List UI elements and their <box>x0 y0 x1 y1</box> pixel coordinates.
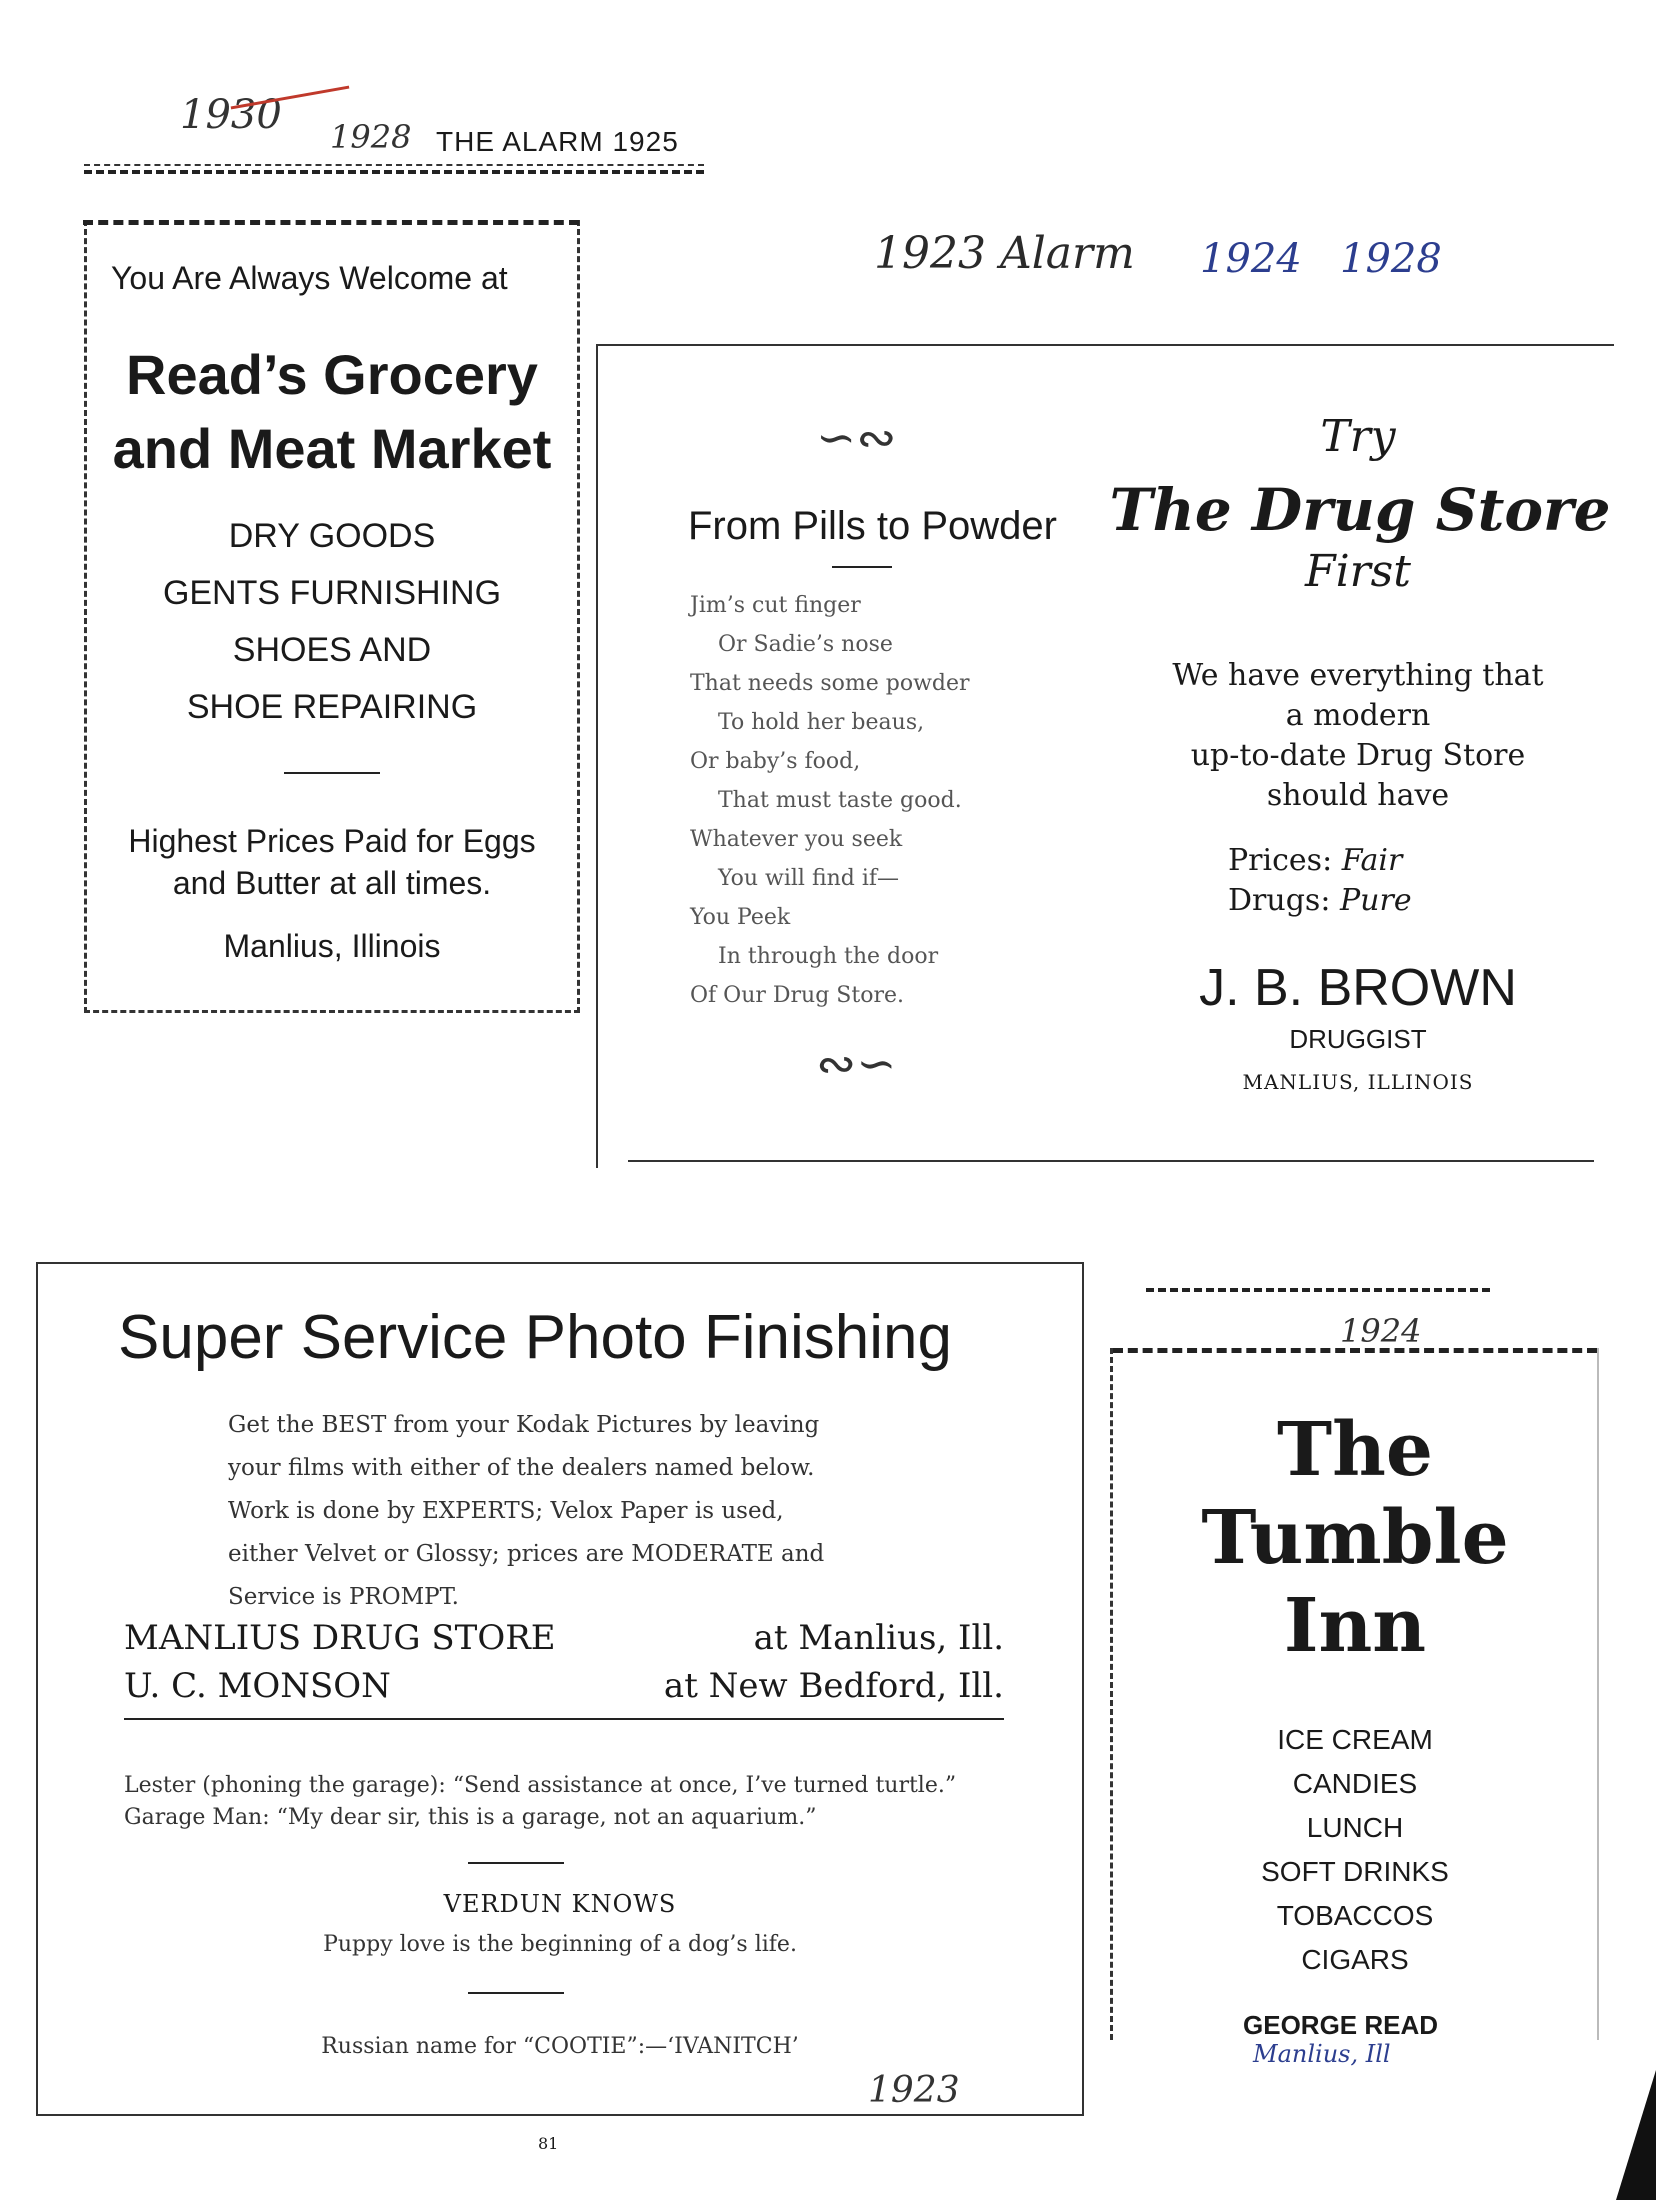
tumble-border-top <box>1113 1348 1597 1353</box>
handwritten-year-1928: 1928 <box>330 118 412 156</box>
photo-finishing-ad <box>36 1262 1084 2116</box>
tumble-name <box>1113 1406 1597 1670</box>
pills-divider <box>832 566 892 568</box>
drugs-row <box>1228 881 1528 921</box>
drug-body-line: should have <box>1266 778 1450 813</box>
tumble-item: CANDIES <box>1292 1768 1418 1799</box>
drug-body-line: We have everything that <box>1172 658 1544 693</box>
handwritten-note-1924: 1924 <box>1200 236 1302 282</box>
puppy-divider <box>468 1992 564 1994</box>
drug-try: Try <box>1320 411 1396 462</box>
drugs-label: Drugs: <box>1228 883 1331 918</box>
photo-title: Super Service Photo Finishing <box>118 1303 953 1372</box>
drugs-value: Pure <box>1339 883 1412 918</box>
handwritten-year-1924-tumble: 1924 <box>1340 1312 1422 1350</box>
dealer-place: at Manlius, Ill. <box>753 1618 1004 1658</box>
poem-line: Or baby’s food, <box>690 749 861 774</box>
top-ornament-icon: ∽∾ <box>816 410 897 466</box>
drug-body <box>1078 656 1638 816</box>
joke-line: Garage Man: “My dear sir, this is a garage, not an aquarium.” <box>124 1805 817 1830</box>
pills-heading: From Pills to Powder <box>688 504 1057 548</box>
dealer-name: MANLIUS DRUG STORE <box>124 1618 556 1658</box>
tumble-inn-ad <box>1110 1348 1599 2068</box>
grocery-items <box>87 508 577 736</box>
handwritten-year-1930: 1930 <box>180 92 282 138</box>
grocery-welcome: You Are Always Welcome at <box>111 260 508 296</box>
poem-line: Of Our Drug Store. <box>690 983 904 1008</box>
poem-line: To hold her beaus, <box>718 710 925 735</box>
dealer-place: at New Bedford, Ill. <box>663 1666 1004 1706</box>
prices-label: Prices: <box>1228 843 1333 878</box>
tumble-item: CIGARS <box>1301 1944 1409 1975</box>
grocery-item: SHOE REPAIRING <box>186 688 478 726</box>
grocery-name-line1: Read’s Grocery <box>126 343 538 406</box>
joke-line: Lester (phoning the garage): “Send assistance at once, I’ve turned turtle.” <box>124 1773 957 1798</box>
tumble-name-line1: The <box>1277 1407 1433 1493</box>
handwritten-note-1923-alarm: 1923 Alarm <box>874 228 1135 279</box>
poem-line: In through the door <box>718 944 939 969</box>
drug-store-ad <box>596 344 1614 1168</box>
drug-first: First <box>1305 546 1411 597</box>
grocery-item: DRY GOODS <box>228 517 436 555</box>
photo-body-line: Get the BEST from your Kodak Pictures by leaving <box>228 1412 820 1438</box>
garage-joke <box>124 1770 1024 1834</box>
drug-owner-title: DRUGGIST <box>1289 1024 1427 1054</box>
handwritten-note-1928: 1928 <box>1340 236 1442 282</box>
page-number: 81 <box>538 2134 559 2153</box>
poem-line: That needs some powder <box>690 671 970 696</box>
photo-body-line: your films with either of the dealers named below. <box>228 1455 815 1481</box>
header-rule-thin <box>84 164 704 166</box>
drug-body-line: a modern <box>1285 698 1431 733</box>
prices-value: Fair <box>1341 843 1403 878</box>
tumble-items <box>1113 1718 1597 1982</box>
handwritten-year-1923: 1923 <box>868 2070 960 2111</box>
scan-corner-shadow <box>1616 2070 1656 2200</box>
russian-line: Russian name for “COOTIE”:—‘IVANITCH’ <box>321 2034 799 2059</box>
tumble-top-dashes <box>1146 1288 1490 1292</box>
drug-poem <box>690 586 970 1015</box>
grocery-item: GENTS FURNISHING <box>162 574 502 612</box>
grocery-name-line2: and Meat Market <box>112 417 552 480</box>
photo-body-line: Service is PROMPT. <box>228 1584 459 1610</box>
drug-bottom-rule <box>628 1160 1594 1162</box>
header-rule-thick <box>84 170 704 174</box>
tumble-item: ICE CREAM <box>1277 1724 1433 1755</box>
dealers-rule <box>124 1718 1004 1720</box>
verdun-heading: VERDUN KNOWS <box>443 1890 677 1918</box>
poem-line: That must taste good. <box>718 788 962 813</box>
poem-line: Whatever you seek <box>690 827 903 852</box>
grocery-divider <box>284 772 380 774</box>
page-header-title: THE ALARM 1925 <box>436 126 679 157</box>
dealer-row <box>124 1614 1004 1662</box>
grocery-prices-line1: Highest Prices Paid for Eggs <box>128 823 536 859</box>
dealer-name: U. C. MONSON <box>124 1666 391 1706</box>
photo-body-line: Work is done by EXPERTS; Velox Paper is used, <box>228 1498 784 1524</box>
tumble-owner-handwritten: Manlius, Ill <box>1253 2040 1391 2068</box>
bottom-ornament-icon: ∾∽ <box>816 1036 897 1092</box>
joke-divider <box>468 1862 564 1864</box>
drug-owner: J. B. BROWN <box>1199 959 1517 1017</box>
drug-body-line: up-to-date Drug Store <box>1190 738 1526 773</box>
poem-line: You will find if— <box>718 866 900 891</box>
grocery-name <box>87 338 577 486</box>
photo-border-top <box>38 1262 1082 1264</box>
tumble-item: TOBACCOS <box>1276 1900 1434 1931</box>
dealer-row <box>124 1662 1004 1710</box>
grocery-item: SHOES AND <box>232 631 432 669</box>
tumble-owner: GEORGE READ <box>1243 2010 1439 2040</box>
poem-line: Or Sadie’s nose <box>718 632 893 657</box>
puppy-line: Puppy love is the beginning of a dog’s life. <box>323 1932 797 1957</box>
prices-row <box>1228 841 1528 881</box>
tumble-item: SOFT DRINKS <box>1261 1856 1449 1887</box>
photo-body-line: either Velvet or Glossy; prices are MODERATE and <box>228 1541 825 1567</box>
photo-dealers <box>124 1614 1004 1710</box>
poem-line: Jim’s cut finger <box>690 593 861 618</box>
tumble-item: LUNCH <box>1306 1812 1404 1843</box>
grocery-prices-line2: and Butter at all times. <box>172 865 492 901</box>
drug-title: The Drug Store <box>1109 476 1611 544</box>
tumble-name-line2: Tumble <box>1201 1495 1509 1581</box>
drug-prices <box>1228 841 1528 921</box>
grocery-town: Manlius, Illinois <box>223 928 441 964</box>
grocery-border-top <box>83 220 579 225</box>
drug-town: MANLIUS, ILLINOIS <box>1242 1070 1474 1094</box>
grocery-ad <box>84 220 580 1013</box>
photo-body <box>228 1404 968 1619</box>
tumble-name-line3: Inn <box>1283 1583 1427 1669</box>
grocery-prices <box>87 820 577 904</box>
poem-line: You Peek <box>690 905 791 930</box>
